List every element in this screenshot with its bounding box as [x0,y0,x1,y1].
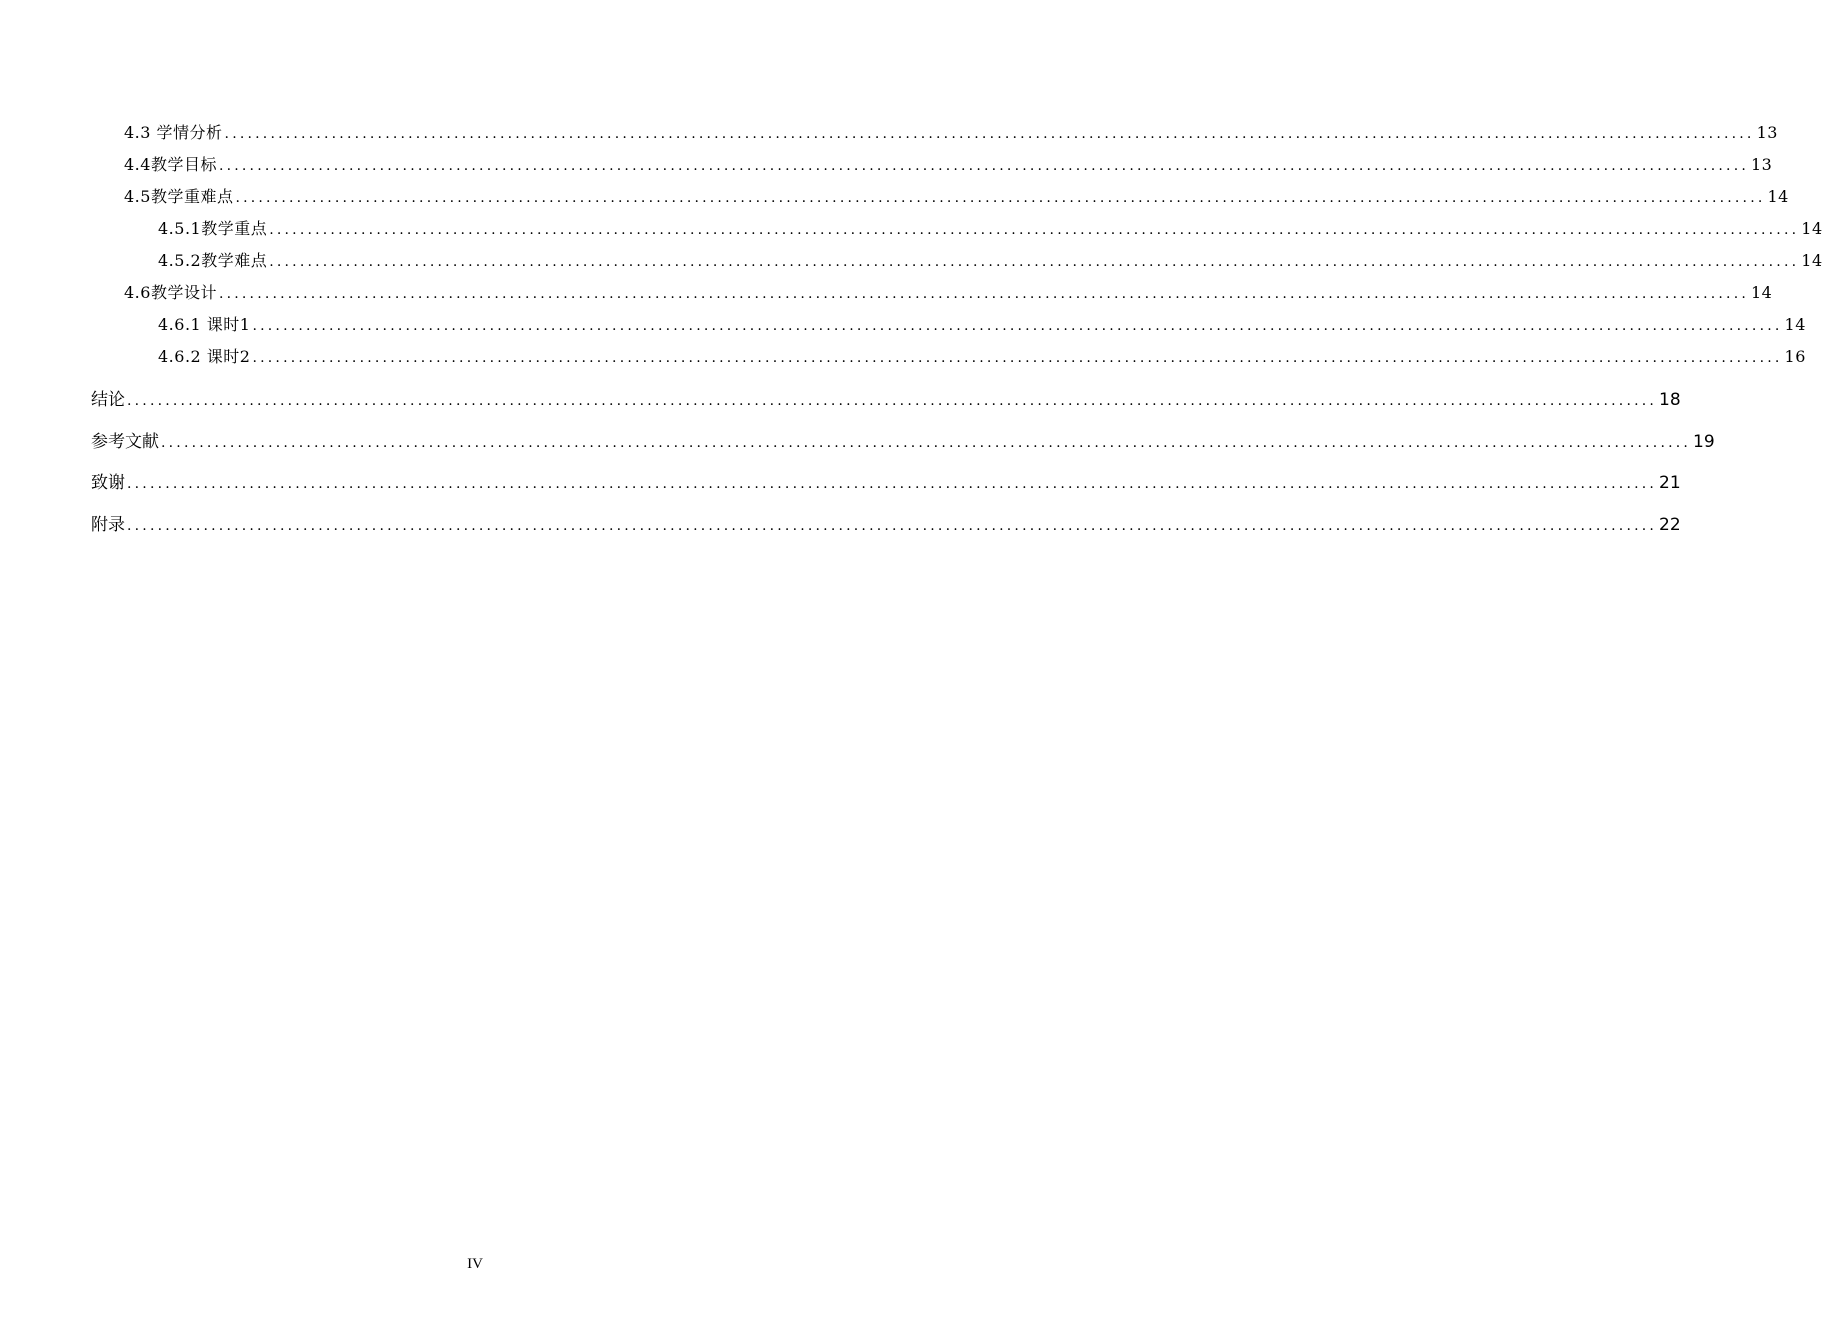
toc-entry-4-5-1[interactable] [158,216,1823,239]
toc-entry-4-5-2[interactable] [158,248,1823,271]
toc-entry-page: 13 [1751,155,1773,174]
toc-entry-page: 14 [1801,219,1823,238]
toc-entry-4-6-1[interactable] [158,312,1806,335]
toc-entry-4-6-2[interactable] [158,344,1806,367]
toc-entry-title: 4.5.1教学重点 [158,219,268,238]
toc-entry-title: 结论 [91,390,125,410]
toc-entry-4-6[interactable] [124,280,1773,303]
toc-dot-leader: ........................................................................................................................................................................................................ [218,158,1749,174]
toc-entry-title: 4.6教学设计 [124,283,217,302]
toc-dot-leader: ........................................................................................................................................................................................................ [252,350,1783,366]
toc-dot-leader: ........................................................................................................................................................................................................ [127,518,1658,534]
toc-entry-title: 4.6.2 课时2 [158,347,251,366]
toc-entry-page: 18 [1659,390,1681,410]
toc-entry-appendix[interactable] [91,510,1681,535]
toc-entry-page: 16 [1784,347,1806,366]
toc-dot-leader: ........................................................................................................................................................................................................ [161,435,1692,451]
toc-entry-page: 21 [1659,473,1681,493]
toc-entry-4-4[interactable] [124,152,1773,175]
toc-entry-page: 14 [1784,315,1806,334]
toc-entry-title: 致谢 [91,473,125,493]
toc-entry-page: 13 [1756,123,1778,142]
toc-entry-title: 4.5教学重难点 [124,187,234,206]
toc-dot-leader: ........................................................................................................................................................................................................ [127,393,1658,409]
toc-entry-conclusion[interactable] [91,385,1681,410]
toc-entry-page: 14 [1767,187,1789,206]
toc-entry-4-5[interactable] [124,184,1789,207]
toc-dot-leader: ........................................................................................................................................................................................................ [127,476,1658,492]
toc-dot-leader: ........................................................................................................................................................................................................ [224,126,1755,142]
toc-entry-acknowledgements[interactable] [91,468,1681,493]
toc-dot-leader: ........................................................................................................................................................................................................ [235,190,1766,206]
page-number: IV [467,1256,483,1272]
toc-entry-title: 4.3 学情分析 [124,123,223,142]
toc-entry-4-3[interactable] [124,120,1778,143]
toc-entry-title: 4.6.1 课时1 [158,315,251,334]
toc-dot-leader: ........................................................................................................................................................................................................ [269,222,1800,238]
toc-entry-page: 14 [1801,251,1823,270]
toc-entry-page: 19 [1693,432,1715,452]
toc-entry-page: 22 [1659,515,1681,535]
toc-dot-leader: ........................................................................................................................................................................................................ [218,286,1749,302]
toc-entry-title: 附录 [91,515,125,535]
toc-entry-references[interactable] [91,427,1715,452]
toc-dot-leader: ........................................................................................................................................................................................................ [252,318,1783,334]
toc-entry-title: 参考文献 [91,432,159,452]
toc-dot-leader: ........................................................................................................................................................................................................ [269,254,1800,270]
toc-entry-title: 4.5.2教学难点 [158,251,268,270]
toc-entry-title: 4.4教学目标 [124,155,217,174]
toc-entry-page: 14 [1751,283,1773,302]
